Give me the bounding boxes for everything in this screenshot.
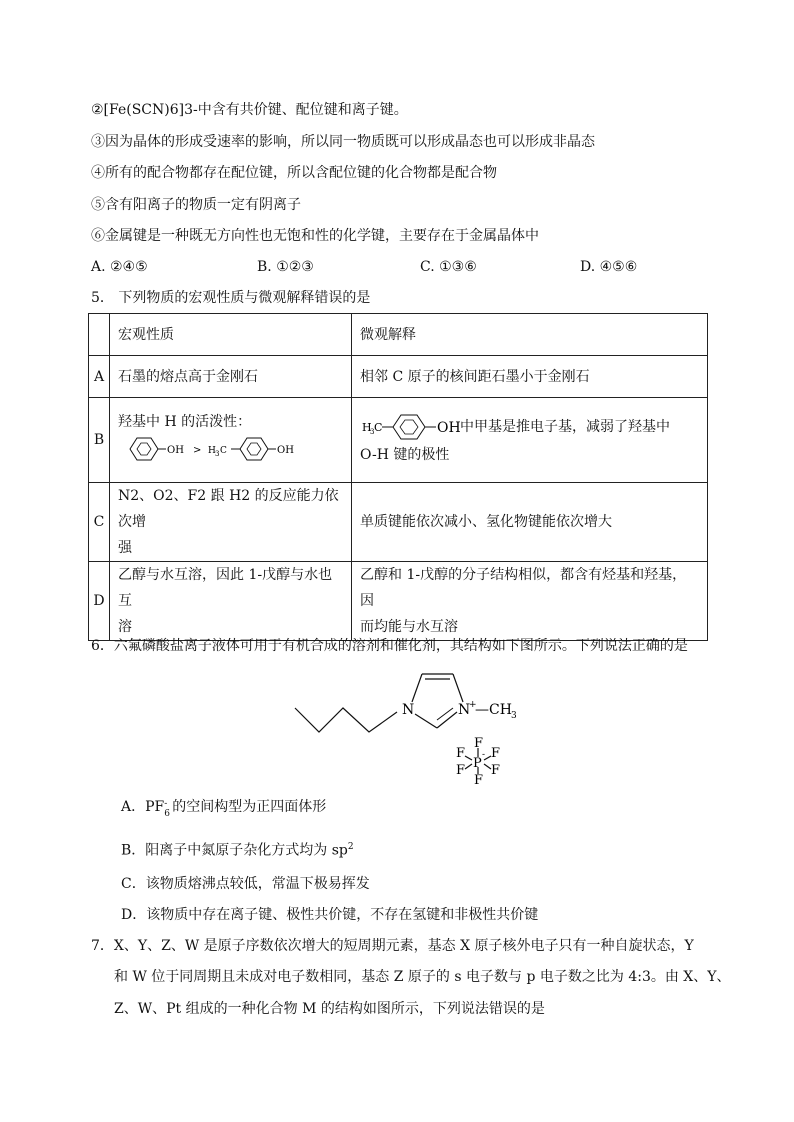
q7-line3: Z、W、Pt 组成的一种化合物 M 的结构如图所示，下列说法错误的是 — [114, 1001, 545, 1017]
row-b-micro-line2: O-H 键的极性 — [360, 447, 450, 463]
cresol-structure — [360, 412, 460, 442]
f-upper-right: F — [491, 746, 501, 761]
row-c-macro-line2: 强 — [118, 540, 132, 556]
q7-line2: 和 W 位于同周期且未成对电子数相同，基态 Z 原子的 s 电子数与 p 电子数之比为 4:3。由 X、Y、 — [114, 969, 731, 985]
q4-option-c: C. ①③⑥ — [420, 259, 477, 275]
p-minus: - — [482, 750, 486, 760]
phenol-vs-cresol-structure — [118, 435, 318, 463]
row-b-micro — [352, 398, 708, 483]
header-micro: 微观解释 — [352, 314, 708, 356]
header-label-cell — [89, 314, 110, 356]
row-d-macro-line1: 乙醇与水互溶，因此 1-戊醇与水也互 — [118, 567, 333, 609]
statement-6: ⑥金属键是一种既无方向性也无饱和性的化学键，主要存在于金属晶体中 — [91, 228, 539, 244]
cresol-oh: OH — [277, 444, 294, 456]
cresol-h: H — [208, 445, 216, 456]
row-b-macro-text: 羟基中 H 的活泼性： — [118, 413, 252, 430]
q6-a-rest: 的空间构型为正四面体形 — [172, 799, 327, 815]
ionic-liquid-structure — [285, 660, 545, 785]
row-d-micro-line1: 乙醇和 1-戊醇的分子结构相似，都含有烃基和羟基，因 — [360, 567, 687, 609]
statement-2: ②[Fe(SCN)6]3-中含有共价键、配位键和离子键。 — [91, 102, 408, 118]
row-d-micro-line2: 而均能与水互溶 — [360, 619, 458, 635]
row-d-macro — [110, 562, 352, 641]
q6-a-prefix: A．PF — [121, 799, 165, 815]
cresol2-c: C — [374, 421, 383, 434]
cresol-h-sub: 3 — [215, 449, 220, 458]
f-top: F — [474, 736, 484, 751]
q6-option-a — [121, 797, 326, 817]
plus-charge: + — [469, 700, 477, 710]
row-a-micro: 相邻 C 原子的核间距石墨小于金刚石 — [352, 356, 708, 398]
q4-option-b: B. ①②③ — [257, 259, 314, 275]
q6-b-prefix: B．阳离子中氮原子杂化方式均为 sp — [121, 842, 348, 859]
row-b-micro-text1: 中甲基是推电子基，减弱了羟基中 — [460, 419, 670, 435]
q5-stem: 5． 下列物质的宏观性质与微观解释错误的是 — [91, 290, 371, 306]
f-lower-right: F — [491, 763, 501, 778]
q6-stem: 6．六氟磷酸盐离子液体可用于有机合成的溶剂和催化剂，其结构如下图所示。下列说法正确的是 — [91, 638, 688, 654]
statement-5: ⑤含有阳离子的物质一定有阴离子 — [91, 197, 301, 213]
cresol2-oh: OH — [437, 420, 460, 436]
cresol2-h-sub: 3 — [370, 428, 375, 436]
statement-3: ③因为晶体的形成受速率的影响，所以同一物质既可以形成晶态也可以形成非晶态 — [91, 134, 595, 150]
q6-option-b — [121, 837, 354, 861]
q7-line1: 7．X、Y、Z、W 是原子序数依次增大的短周期元素，基态 X 原子核外电子只有一种自旋状态，Y — [91, 938, 694, 954]
pf6-charge — [164, 799, 172, 819]
q6-a-sup: - — [164, 799, 168, 809]
row-b-macro — [110, 398, 352, 483]
cresol-c: C — [220, 445, 227, 456]
p-label: P — [473, 756, 482, 771]
f-upper-left: F — [456, 746, 466, 761]
f-bottom: F — [474, 773, 484, 785]
row-b-label: B — [89, 398, 110, 483]
methyl-label: —CH — [475, 702, 512, 718]
row-c-micro: 单质键能依次减小、氢化物键能依次增大 — [352, 483, 708, 562]
q4-option-a: A. ②④⑤ — [91, 259, 148, 275]
row-c-macro — [110, 483, 352, 562]
statement-4: ④所有的配合物都存在配位键，所以含配位键的化合物都是配合物 — [91, 165, 497, 181]
row-b-micro-line1 — [360, 412, 699, 442]
methyl-sub: 3 — [511, 711, 517, 721]
header-macro: 宏观性质 — [110, 314, 352, 356]
n1-label: N — [402, 702, 415, 718]
row-d-macro-line2: 溶 — [118, 619, 132, 635]
q5-table — [88, 313, 708, 641]
f-lower-left: F — [456, 763, 466, 778]
phenol-oh: OH — [167, 444, 184, 456]
cresol2-h: H — [362, 421, 372, 434]
row-c-label: C — [89, 483, 110, 562]
q6-a-sub: 6 — [164, 809, 170, 819]
n2-label: N — [458, 702, 471, 718]
row-a-macro: 石墨的熔点高于金刚石 — [110, 356, 352, 398]
row-d-label: D — [89, 562, 110, 641]
q6-option-c: C．该物质熔沸点较低，常温下极易挥发 — [121, 876, 370, 892]
row-a-label: A — [89, 356, 110, 398]
q6-option-d: D．该物质中存在离子键、极性共价键，不存在氢键和非极性共价键 — [121, 907, 539, 923]
gt-sign: > — [193, 444, 202, 456]
row-c-macro-line1: N2、O2、F2 跟 H2 的反应能力依次增 — [118, 488, 339, 530]
q4-option-d: D. ④⑤⑥ — [580, 259, 638, 275]
row-d-micro — [352, 562, 708, 641]
q6-b-sup: 2 — [347, 842, 354, 852]
